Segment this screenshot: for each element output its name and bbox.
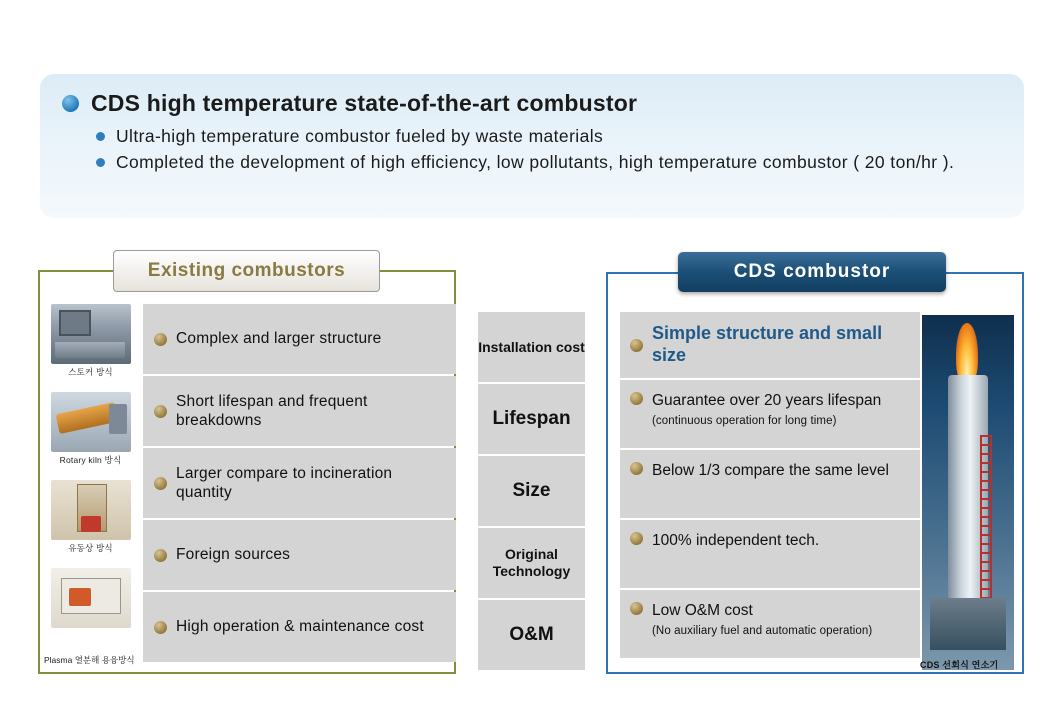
header-title-row: [62, 90, 1004, 117]
header-bullet-item: [96, 125, 1004, 147]
gold-bullet-icon: [630, 392, 643, 405]
base-shape: [930, 598, 1006, 650]
list-item-label: High operation & maintenance cost: [176, 618, 424, 636]
existing-combustors-row-list: [143, 276, 456, 672]
list-item-headline: [620, 312, 920, 378]
header-bullet-list: [96, 125, 1004, 173]
header-banner: [40, 74, 1024, 218]
list-item: [620, 450, 920, 518]
gold-bullet-icon: [630, 532, 643, 545]
list-item: [143, 448, 456, 518]
cds-photo-caption: CDS 선회식 연소기: [920, 660, 999, 670]
gold-bullet-icon: [154, 333, 167, 346]
gold-bullet-icon: [154, 405, 167, 418]
existing-combustors-title: Existing combustors: [113, 250, 380, 292]
page-title: CDS high temperature state-of-the-art combustor: [91, 90, 638, 116]
rotary-kiln-photo-icon: [51, 392, 131, 452]
comparison-criteria-column: [478, 312, 585, 672]
list-item-label: Guarantee over 20 years lifespan: [652, 392, 882, 409]
header-bullet-text: Ultra-high temperature combustor fueled by waste materials: [116, 126, 604, 146]
ladder-shape: [980, 435, 992, 605]
list-item-label: Complex and larger structure: [176, 330, 382, 348]
list-item-label: Foreign sources: [176, 546, 291, 564]
list-item-label: Low O&M cost: [652, 602, 753, 619]
list-item: [143, 592, 456, 662]
header-bullet-item: [96, 151, 1004, 173]
gold-bullet-icon: [630, 602, 643, 615]
list-item-label: Below 1/3 compare the same level: [652, 462, 889, 479]
thumbnail-item: [38, 304, 143, 392]
thumbnail-caption: 스토커 방식: [68, 367, 113, 377]
gold-bullet-icon: [630, 462, 643, 475]
criteria-installation-cost: Installation cost: [478, 312, 585, 382]
list-item-content: [652, 392, 881, 429]
criteria-lifespan: Lifespan: [478, 384, 585, 454]
thumbnail-caption: Rotary kiln 방식: [59, 455, 122, 465]
gold-bullet-icon: [154, 477, 167, 490]
list-item-subtext: (No auxiliary fuel and automatic operation): [652, 624, 873, 637]
gold-bullet-icon: [154, 621, 167, 634]
thumbnail-caption: Plasma 열분해 용융방식: [44, 655, 135, 665]
list-item: [620, 380, 920, 448]
thumbnail-caption: 유동상 방식: [68, 543, 113, 553]
gold-bullet-icon: [154, 549, 167, 562]
dot-bullet-icon: [96, 132, 105, 141]
fluidized-bed-photo-icon: [51, 480, 131, 540]
gold-bullet-icon: [630, 339, 643, 352]
list-item: [143, 520, 456, 590]
existing-combustors-content: [38, 276, 456, 672]
list-item-label: Short lifespan and frequent breakdowns: [176, 392, 368, 429]
list-item: [143, 376, 456, 446]
header-bullet-text: Completed the development of high efficiency, low pollutants, high temperature combustor ( 20 ton/hr ).: [116, 152, 955, 173]
list-item: [620, 520, 920, 588]
criteria-om: O&M: [478, 600, 585, 670]
blue-circle-bullet-icon: [62, 95, 79, 112]
list-item: [143, 304, 456, 374]
list-item-label: Larger compare to incineration quantity: [176, 464, 393, 501]
existing-thumbnail-column: [38, 276, 143, 672]
criteria-original-technology: Original Technology: [478, 528, 585, 598]
list-item-label: 100% independent tech.: [652, 532, 820, 549]
cds-combustor-row-list: [620, 312, 920, 660]
criteria-size: Size: [478, 456, 585, 526]
thumbnail-item: [38, 480, 143, 568]
headline-label: Simple structure and small size: [652, 323, 883, 365]
stoker-combustor-photo-icon: [51, 304, 131, 364]
list-item-subtext: (continuous operation for long time): [652, 414, 837, 427]
plasma-melting-photo-icon: [51, 568, 131, 628]
cds-combustor-photo: [922, 315, 1014, 670]
thumbnail-item: [38, 392, 143, 480]
list-item: [620, 590, 920, 658]
thumbnail-item: [38, 568, 143, 656]
cds-combustor-title: CDS combustor: [678, 252, 946, 292]
dot-bullet-icon: [96, 158, 105, 167]
list-item-content: [652, 602, 872, 639]
